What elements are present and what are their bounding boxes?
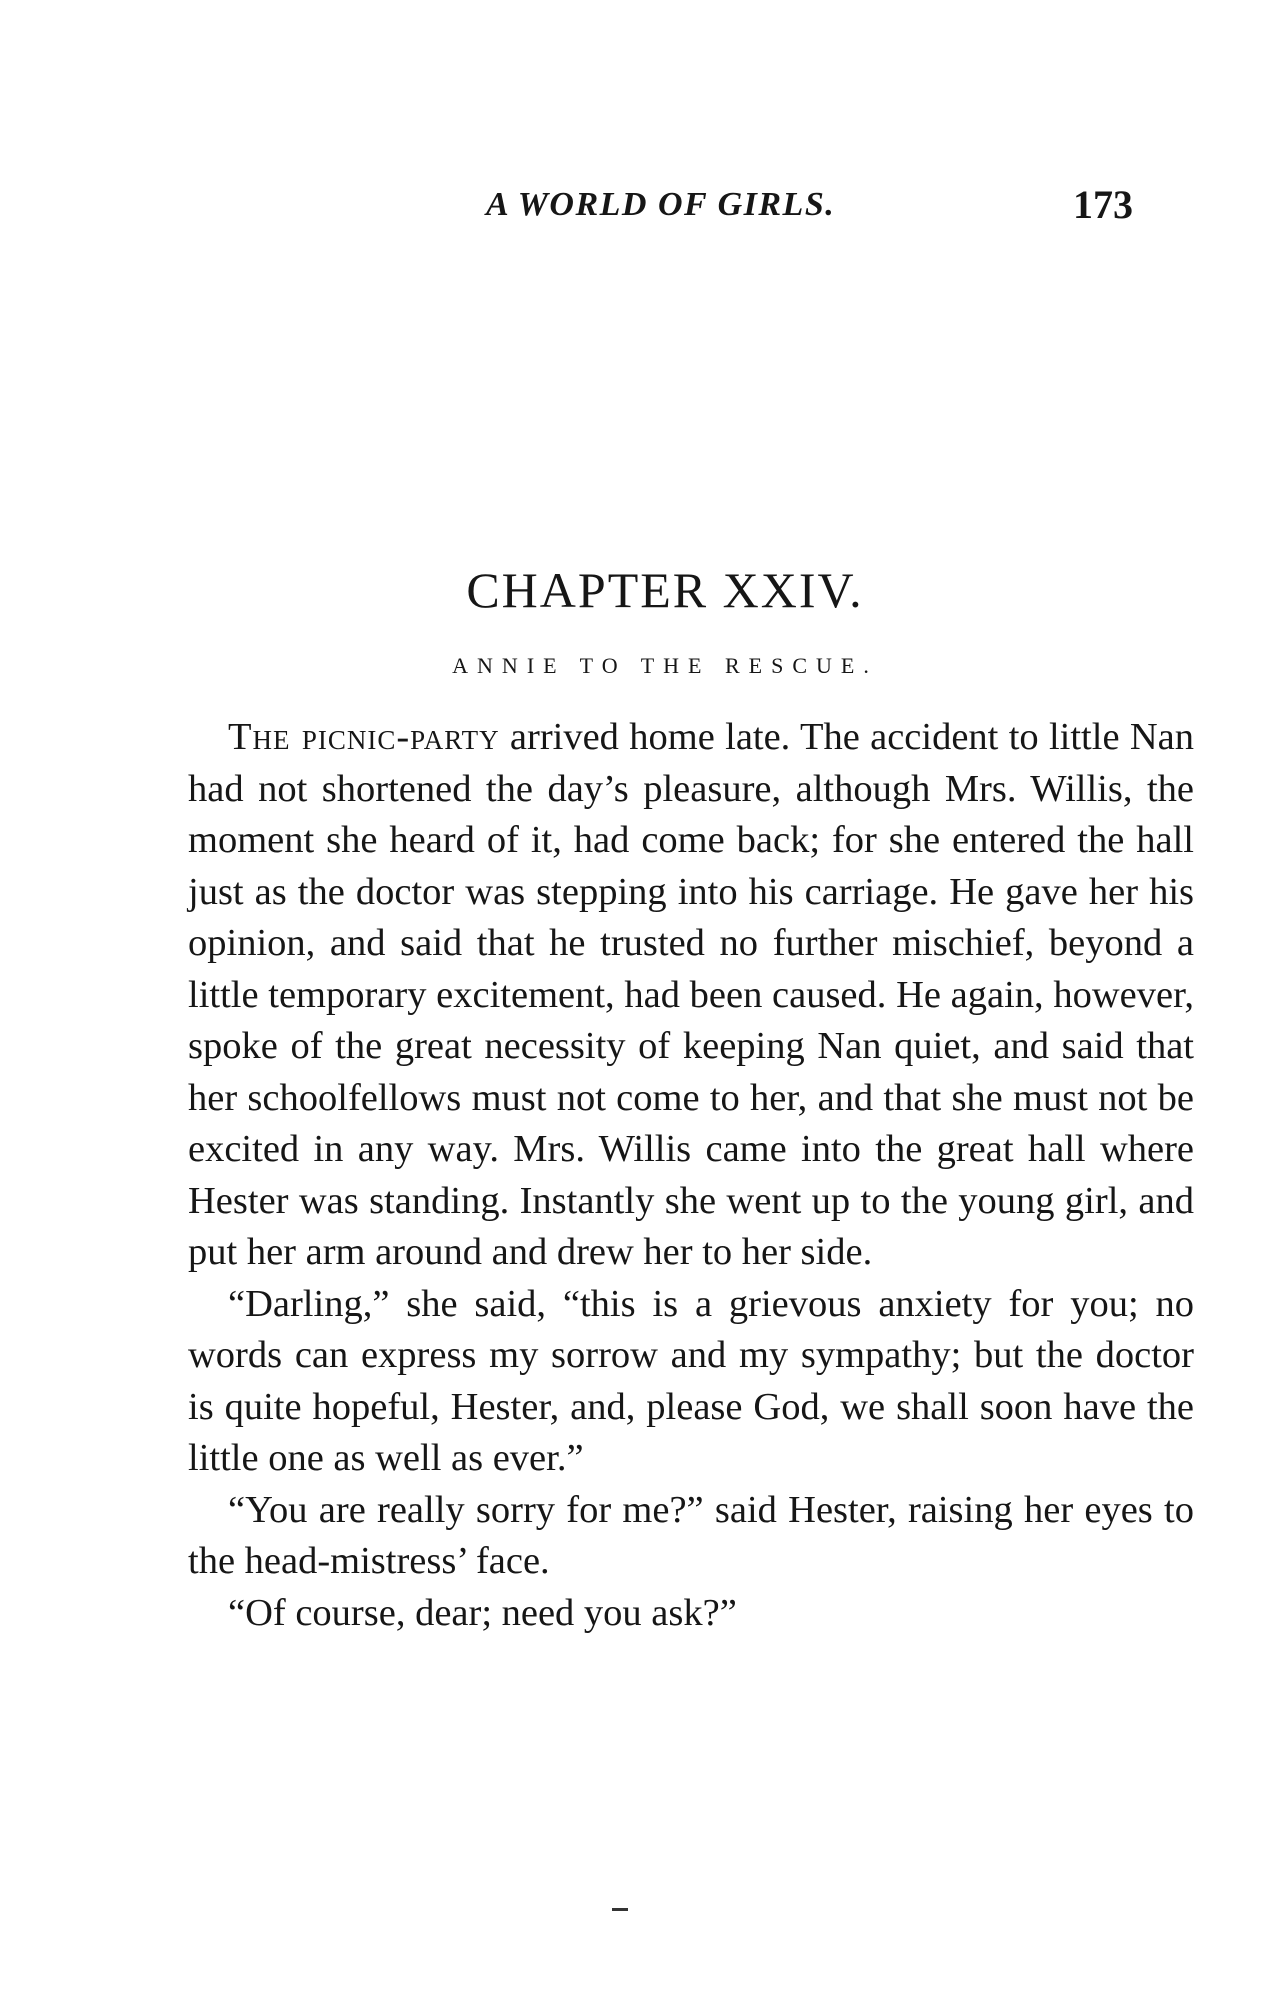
paragraph-4 — [188, 1588, 1194, 1640]
paragraph-1 — [188, 712, 1194, 1279]
paragraph-text: “Of course, dear; need you ask?” — [228, 1591, 737, 1634]
running-title: A WORLD OF GIRLS. — [486, 186, 836, 223]
paragraph-lead: The picnic-party — [228, 716, 500, 758]
signature-mark — [612, 1908, 628, 1911]
paragraph-2 — [188, 1279, 1194, 1485]
body-text — [188, 712, 1194, 1639]
chapter-subtitle: ANNIE TO THE RESCUE. — [452, 653, 878, 678]
paragraph-text: “You are really sorry for me?” said Hester, raising her eyes to the head-mistress’ face. — [188, 1488, 1194, 1582]
page-number: 173 — [1073, 182, 1133, 227]
chapter-title: CHAPTER XXIV. — [466, 562, 864, 618]
running-head — [0, 180, 1270, 230]
paragraph-text: arrived home late. The accident to little Nan had not shortened the day’s pleasure, although Mrs. Willis, the moment she heard of it, had come back; for she entered the hall just as the doctor was stepping into his carriage. He gave her his opinion, and said that he trusted no further mischief, beyond a little temporary excitement, had been caused. He again, however, spoke of the great necessity of keeping Nan quiet, and said that her schoolfellows must not come to her, and that she must not be excited in any way. Mrs. Willis came into the great hall where Hester was standing. Instantly she went up to the young girl, and put her arm around and drew her to her side. — [188, 716, 1194, 1273]
paragraph-3 — [188, 1485, 1194, 1588]
paragraph-text: “Darling,” she said, “this is a grievous anxiety for you; no words can express my sorrow and my sympathy; but the doctor is quite hopeful, Hester, and, please God, we shall soon have the little one as well as ever.” — [188, 1282, 1194, 1479]
